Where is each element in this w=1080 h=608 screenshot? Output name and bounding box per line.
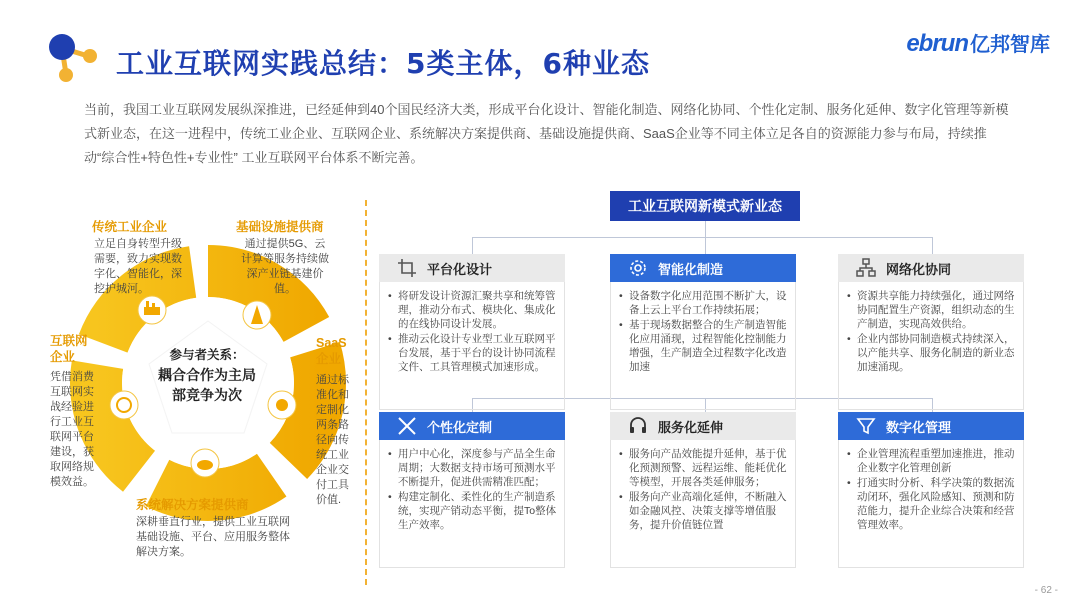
brand-logo: ebrun 亿邦智库 [906,30,1050,57]
crop-icon [397,258,417,278]
network-icon [856,258,876,278]
card-service-extension [610,412,796,568]
headset-icon [628,416,648,436]
intro-paragraph: 当前，我国工业互联网发展纵深推进，已经延伸到40个国民经济大类，形成平台化设计、智能化制造、网络化协同、个性化定制、服务化延伸、数字化管理等新模式新业态，在这一进程中，传统工业企业、互联网企业、系统解决方案提供商、基础设施提供商、SaaS企业等不同主体立足各自的资源能力参与布局，持续推动“综合性+特色性+专业性” 工业互联网平台体系不断完善。 [84,102,1009,165]
card-point: • 资源共享能力持续强化，通过网络协同配置生产资源，组织动态的生产制造，实现高效供给。 [847,289,1017,331]
card-point: • 推动云化设计专业型工业互联网平台发展，基于平台的设计协同流程文件、工具管理模式加速形成。 [388,332,558,374]
participant-title-saas: SaaS企业 [316,336,347,366]
card-title: 服务化延伸 [658,419,724,435]
card-platform-design [379,254,565,410]
cloud-icon [197,460,213,470]
participants-diagram [40,205,360,585]
logo-mark-icon [44,30,104,86]
page-title: 工业互联网实践总结：5类主体，6种业态 [116,47,650,80]
center-statement: 耦合合作为主局部竞争为次 [158,367,256,403]
card-personalized-customization [379,412,565,568]
card-title: 网络化协同 [886,261,952,277]
participant-text-infrastructure: 通过提供5G、云计算等服务持续做深产业链基建价值。 [241,238,329,295]
center-label: 参与者关系： [169,348,245,362]
card-network-collaboration [838,254,1024,410]
card-point: • 服务向产品效能提升延伸，基于优化预测预警、远程运维、能耗优化等模型，开展各类延伸服务； [619,447,789,489]
card-digital-management [838,412,1024,568]
gear-icon [276,399,288,411]
card-point: • 用户中心化，深度参与产品全生命周期；大数据支持市场可预测水平不断提升，促进供需精准匹配； [388,447,558,489]
card-point: • 构建定制化、柔性化的生产制造系统，实现产销动态平衡，提To整体生产效率。 [388,490,558,532]
card-point: • 将研发设计资源汇聚共享和统筹管理，推动分布式、模块化、集成化的在线协同设计发展。 [388,289,558,331]
tools-icon [397,416,417,436]
card-point: • 基于现场数据整合的生产制造智能化应用涌现，过程智能化控制能力增强，生产制造全过程数字化改造加速 [619,318,789,374]
tree-connector [705,221,706,237]
divider-line [365,200,367,585]
card-point: • 设备数字化应用范围不断扩大，设备上云上平台工作持续拓展； [619,289,789,317]
card-title: 数字化管理 [886,419,952,435]
participant-title-infrastructure: 基础设施提供商 [236,220,324,234]
card-point: • 企业内部协同制造模式持续深入，以产能共享、服务化制造的新业态加速涌现。 [847,332,1017,374]
card-title: 平台化设计 [427,261,493,277]
card-point: • 企业管理流程重塑加速推进，推动企业数字化管理创新 [847,447,1017,475]
card-title: 个性化定制 [427,419,493,435]
center-relationship [152,345,262,405]
factory-icon [144,307,160,315]
page-number: - 62 - [1034,585,1058,596]
modes-title: 工业互联网新模式新业态 [610,191,800,221]
participant-text-saas: 通过标准化和定制化两条路径向传统工业企业交付工具价值. [316,374,349,506]
card-title: 智能化制造 [658,261,724,277]
participant-title-traditional: 传统工业企业 [92,220,168,234]
participant-text-internet: 凭借消费互联网实战经验进行工业互联网平台建设，获取网络规模效益。 [50,371,94,488]
filter-icon [856,416,876,436]
participant-title-solution: 系统解决方案提供商 [136,498,249,512]
card-intelligent-manufacturing [610,254,796,410]
card-point: • 服务向产业高端化延伸，不断融入如金融风控、决策支撑等增值服务，提升价值链位置 [619,490,789,532]
card-point: • 打通实时分析、科学决策的数据流动闭环，强化风险感知、预测和防范能力，提升企业综合决策和经营管理效率。 [847,476,1017,532]
participant-title-internet: 互联网企业 [50,334,88,364]
settings-icon [628,258,648,278]
participant-text-solution: 深耕垂直行业，提供工业互联网基础设施、平台、应用服务整体解决方案。 [136,516,290,558]
participant-text-traditional: 立足自身转型升级需要，致力实现数字化、智能化，深挖护城河。 [94,238,182,295]
